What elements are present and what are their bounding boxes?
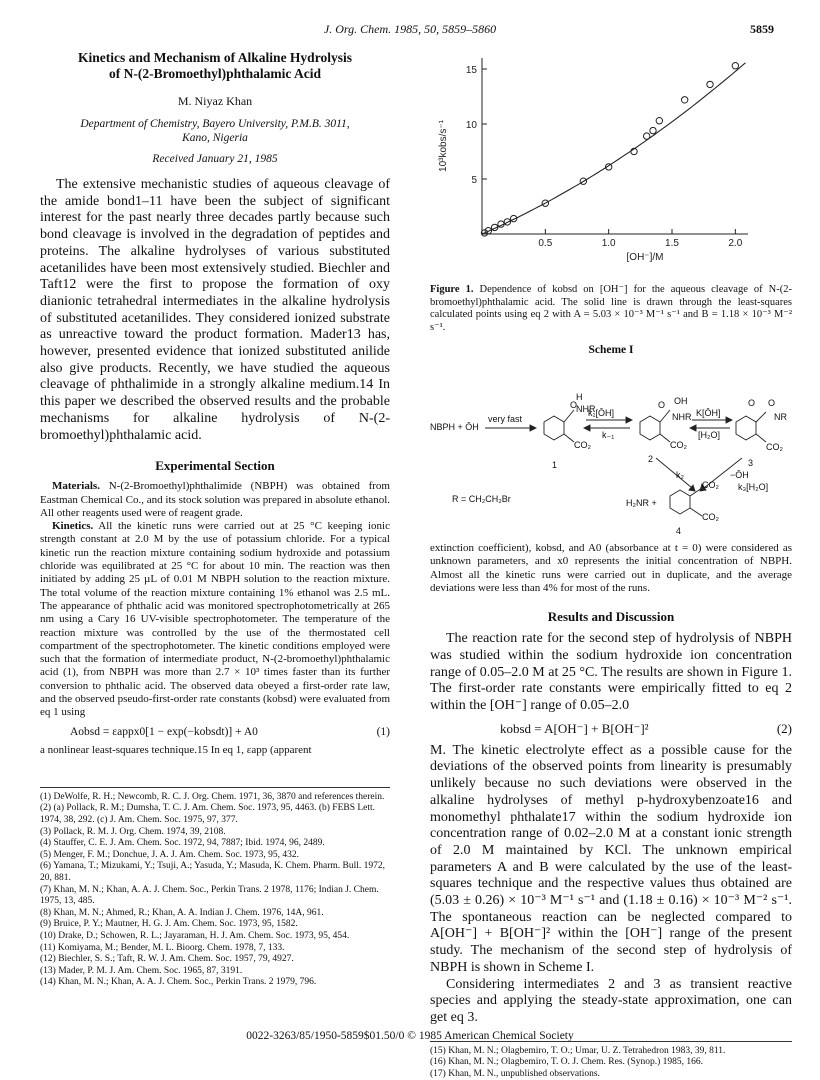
- reference-item: (12) Biechler, S. S.; Taft, R. W. J. Am. Chem. Soc. 1957, 79, 4927.: [40, 954, 294, 965]
- k-reverse-head: [690, 425, 696, 431]
- reference-item: (11) Komiyama, M.; Bender, M. L. Bioorg. Chem. 1978, 7, 133.: [40, 942, 285, 953]
- reference-item: (14) Khan, M. N.; Khan, A. A. J. Chem. Soc., Perkin Trans. 2 1979, 796.: [40, 977, 317, 988]
- equation-1-tail: a nonlinear least-squares technique.15 In eq 1, εapp (apparent: [40, 743, 312, 756]
- compound-4-number: 4: [676, 526, 682, 536]
- results-paragraph-3: Considering intermediates 2 and 3 as transient reactive species and applying the steady-state approximation, one can get eq 3.: [430, 976, 792, 1025]
- reference-item: (17) Khan, M. N., unpublished observations.: [430, 1068, 600, 1079]
- reference-item: (3) Pollack, R. M. J. Org. Chem. 1974, 39, 2108.: [40, 826, 226, 837]
- scheme-1-drawing: [430, 362, 792, 542]
- reference-item: (10) Drake, D.; Schowen, R. L.; Jayaraman, H. J. Am. Chem. Soc. 1973, 95, 454.: [40, 931, 350, 942]
- figure-1-label: Figure 1.: [430, 284, 474, 295]
- ring-2: [640, 416, 660, 440]
- reference-item: (15) Khan, M. N.; Olagbemiro, T. O.; Umar, U. Z. Tetrahedron 1983, 39, 811.: [430, 1045, 726, 1056]
- compound-1-co2: CO₂: [574, 440, 591, 450]
- compound-3-oxygen-b: O: [768, 398, 776, 408]
- page-number: 5859: [750, 22, 774, 36]
- compound-3-number: 3: [748, 458, 754, 468]
- kinetics-paragraph: [40, 520, 390, 719]
- compound-3-co2: CO₂: [766, 442, 783, 452]
- y-tick-label: 15: [465, 65, 477, 76]
- materials-text: N-(2-Bromoethyl)phthalimide (NBPH) was obtained from Eastman Chemical Co., and its stock solution was prepared in absolute ethanol. All other reagents used were of reagent grade.: [40, 480, 390, 519]
- ring-4: [670, 490, 690, 514]
- data-point: [650, 127, 656, 133]
- compound-4-co2-bottom: CO₂: [702, 512, 719, 522]
- k-1-label: k₋₁: [602, 430, 615, 440]
- kinetics-text: All the kinetic runs were carried out at 25 °C keeping ionic strength constant at 2.0 M by the use of potassium chloride. For a typical kinetic run the reaction mixture containing sodium hydroxide and potassium chloride was equilibrated at 25 °C for about 10 min. The reaction was then initiated by adding 25 µL of 0.01 M NBPH solution to the reaction mixture. The total volume of the reaction mixture containing 1% ethanol was 2.5 mL. The appearance of phthalic acid was monitored spectrophotometrically at 265 nm using a Cary 16 UV-visible spectrophotometer. The temperature of the reaction mixture was controlled by the use of the thermostated cell compartment of the spectrophotometer. The kinetic conditions employed were such that the formation of intermediate product, N-(2-bromoethyl)phthalamic acid (1), from NBPH was more than 2.7 × 10³ times faster than its further conversion to phthalic acid. The observed data obeyed a first-order rate law, and the observed pseudo-first-order rate constants (kobsd) were evaluated from eq 1 using: [40, 520, 390, 719]
- kinetics-label: Kinetics.: [52, 520, 94, 533]
- data-point: [707, 81, 713, 87]
- k3-label: k₃[H₂O]: [738, 482, 769, 492]
- reference-item: (5) Menger, F. M.; Donchue, J. A. J. Am. Chem. Soc. 1973, 95, 432.: [40, 849, 300, 860]
- compound-2-nhr: NHR: [672, 412, 692, 422]
- x-tick-label: 0.5: [538, 238, 553, 249]
- compound-1-nhr: NHR: [576, 404, 596, 414]
- compound-2-oxygen: O: [658, 400, 666, 410]
- y-axis-label: 10³kobs/s⁻¹: [438, 120, 449, 172]
- compound-2-co2: CO₂: [670, 440, 687, 450]
- fast-arrow-head: [530, 425, 536, 431]
- compound-1-number: 1: [552, 460, 558, 470]
- amine-label: H₂NR +: [626, 498, 657, 508]
- k-forward-head: [726, 417, 732, 423]
- materials-paragraph: [40, 480, 390, 520]
- bond-4b: [690, 508, 702, 516]
- equation-1: [40, 726, 390, 738]
- results-paragraph-2: M. The kinetic electrolyte effect as a possible cause for the deviations of the observed points from linearity is presumably unlikely because no such deviations were observed in the alkaline hydrolyses of methyl p-hydroxybenzoate16 and monomethyl phthalate17 within the sodium hydroxide ion concentration range of 0.02–2.0 M at a constant ionic strength of 2.0 M maintained by KCl. The unknown empirical parameters A and B were calculated by the use of the least-squares technique and the respective values thus obtained are (5.03 ± 0.26) × 10⁻³ M⁻¹ s⁻¹ and (1.18 ± 0.16) × 10⁻³ M⁻² s⁻¹. The spontaneous reaction can be neglected compared to A[OH⁻] + B[OH⁻]² within the [OH⁻] range of the present study. The mechanism of the second step of hydrolysis of NBPH is shown in Scheme I.: [430, 742, 792, 975]
- affiliation-line-2: Kano, Nigeria: [182, 132, 248, 144]
- compound-4-co2-top: CO₂: [702, 480, 719, 490]
- fit-line: [482, 63, 746, 234]
- author: M. Niyaz Khan: [177, 94, 253, 108]
- reference-item: (7) Khan, M. N.; Khan, A. A. J. Chem. Soc., Perkin Trans. 2 1978, 1176; Indian J. Chem. 1975, 13, 485.: [40, 884, 379, 907]
- x-tick-label: 1.5: [665, 238, 679, 249]
- figure-1: [430, 50, 792, 278]
- compound-2-oh: OH: [674, 396, 688, 406]
- data-point: [732, 63, 738, 69]
- equation-2: [430, 721, 792, 737]
- affiliation: [40, 117, 390, 145]
- scheme-title: Scheme I: [588, 344, 634, 356]
- x-tick-label: 1.0: [601, 238, 616, 249]
- ring-1: [544, 416, 564, 440]
- bond-3b: [756, 434, 766, 442]
- intro-paragraph: The extensive mechanistic studies of aqueous cleavage of the amide bond1–11 have been the subject of significant interest for the past nearly three decades partly because such bond cleavage is involved in the degradation of peptides and proteins. The alkaline hydrolyses of various substituted acetanilides have been most extensively studied. Biechler and Taft12 were the first to propose the formation of oxy dianionic tetrahedral intermediates in the alkaline hydrolysis of substituted acetanilides. They considered ionized substrate as unreactive toward the product formation. Mader13 has, however, presented evidence that ionized substituted anilide also give products. Recently, we have studied the aqueous cleavage of phthalimide in a strongly alkaline medium.14 In this paper we described the observed results and the probable mechanisms for alkaline hydrolysis of N-(2-bromoethyl)phthalamic acid.: [40, 177, 390, 443]
- reference-item: (4) Stauffer, C. E. J. Am. Chem. Soc. 1972, 94, 7887; Ibid. 1974, 96, 2489.: [40, 838, 325, 849]
- scheme-1: [430, 362, 792, 542]
- x-axis-label: [OH⁻]/M: [626, 252, 664, 263]
- received-date: Received January 21, 1985: [152, 153, 278, 165]
- bond-2b: [660, 434, 670, 442]
- right-column: [430, 50, 792, 1080]
- compound-1-hydrogen: H: [576, 392, 583, 402]
- ring-3: [736, 416, 756, 440]
- very-fast-label: very fast: [488, 414, 523, 424]
- experimental-heading: Experimental Section: [155, 458, 275, 474]
- bond-1a: [564, 410, 574, 422]
- references-right: [430, 1041, 792, 1080]
- title-line-2: of N-(2-Bromoethyl)phthalamic Acid: [109, 66, 321, 81]
- reference-item: (6) Yamana, T.; Mizukami, Y.; Tsuji, A.; Yasuda, Y.; Masuda, K. Chem. Pharm. Bull. 1972, 20, 881.: [40, 861, 386, 884]
- data-point: [681, 97, 687, 103]
- k1-head: [626, 417, 632, 423]
- equation-2-number: (2): [776, 720, 792, 736]
- results-heading: Results and Discussion: [547, 609, 675, 625]
- data-point: [656, 118, 662, 124]
- affiliation-line-1: Department of Chemistry, Bayero University, P.M.B. 3011,: [80, 118, 350, 130]
- results-paragraph-1: The reaction rate for the second step of hydrolysis of NBPH was studied within the sodium hydroxide ion concentration range of 0.05–2.0 M at 25 °C. The results are shown in Figure 1. The first-order rate constants were empirically fitted to eq 2 within the [OH⁻] range of 0.05–2.0: [430, 631, 792, 713]
- minus-oh-label: −ŌH: [730, 470, 749, 480]
- k2-label: k₂: [676, 470, 684, 480]
- article-title: [40, 50, 390, 82]
- reference-item: (16) Khan, M. N.; Olagbemiro, T. O. J. Chem. Res. (Synop.) 1985, 166.: [430, 1057, 704, 1068]
- compound-1-oxygen: O: [570, 400, 578, 410]
- equation-1-number: (1): [376, 725, 390, 738]
- title-line-1: Kinetics and Mechanism of Alkaline Hydrolysis: [78, 50, 352, 65]
- references-left: [40, 787, 390, 989]
- figure-1-plot: [430, 50, 792, 278]
- x-tick-label: 2.0: [728, 238, 743, 249]
- y-tick-label: 10: [465, 120, 477, 131]
- k-1-head: [584, 425, 590, 431]
- equation-1-body: Aobsd = εappx0[1 − exp(−kobsdt)] + A0: [70, 725, 258, 738]
- compound-3-nr: NR: [774, 412, 787, 422]
- reference-item: (8) Khan, M. N.; Ahmed, R.; Khan, A. A. Indian J. Chem. 1976, 14A, 961.: [40, 907, 324, 918]
- k-label: K[ŌH]: [696, 408, 721, 418]
- y-tick-label: 5: [471, 175, 477, 186]
- h2o-label: [H₂O]: [698, 430, 720, 440]
- data-point: [643, 133, 649, 139]
- reference-item: (13) Mader, P. M. J. Am. Chem. Soc. 1965, 87, 3191.: [40, 965, 243, 976]
- figure-1-caption-text: Dependence of kobsd on [OH⁻] for the aqueous cleavage of N-(2-bromoethyl)phthalamic acid. The solid line is drawn through the least-squares calculated points using eq 2 with A = 5.03 × 10⁻³ M⁻¹ s⁻¹ and B = 1.18 × 10⁻³ M⁻² s⁻¹.: [430, 284, 792, 333]
- r-definition: R = CH₂CH₂Br: [452, 494, 511, 504]
- results-pre-text: extinction coefficient), kobsd, and A0 (absorbance at t = 0) were considered as unknown parameters, and x0 represents the initial concentration of NBPH. Almost all the kinetic runs were carried out in duplicate, and the average deviations were less than 4% for most of the runs.: [430, 542, 792, 594]
- bond-2a: [660, 410, 670, 422]
- reactant-label: NBPH + ŌH: [430, 422, 479, 432]
- left-column: [40, 50, 390, 989]
- materials-label: Materials.: [52, 480, 100, 493]
- running-header: J. Org. Chem. 1985, 50, 5859–5860: [323, 22, 497, 36]
- page-footer: 0022-3263/85/1950-5859$01.50/0 © 1985 American Chemical Society: [246, 1030, 574, 1042]
- compound-3-oxygen-a: O: [748, 398, 756, 408]
- k2-arrow: [656, 458, 692, 488]
- reference-item: (2) (a) Pollack, R. M.; Dumsha, T. C. J. Am. Chem. Soc. 1973, 95, 4463. (b) FEBS Lett. 1974, 38, 292. (c) J. Am. Chem. Soc. 1975, 97, 377.: [40, 803, 376, 826]
- reference-item: (1) DeWolfe, R. H.; Newcomb, R. C. J. Org. Chem. 1971, 36, 3870 and references therein.: [40, 791, 385, 802]
- equation-2-body: kobsd = A[OH⁻] + B[OH⁻]²: [500, 720, 649, 736]
- bond-3a: [756, 412, 766, 422]
- k1-label: k₁[ŌH]: [588, 408, 615, 418]
- compound-2-number: 2: [648, 454, 654, 464]
- figure-1-caption: [430, 284, 792, 334]
- reference-item: (9) Bruice, P. Y.; Mautner, H. G. J. Am. Chem. Soc. 1973, 95, 1582.: [40, 919, 298, 930]
- bond-1b: [564, 434, 574, 442]
